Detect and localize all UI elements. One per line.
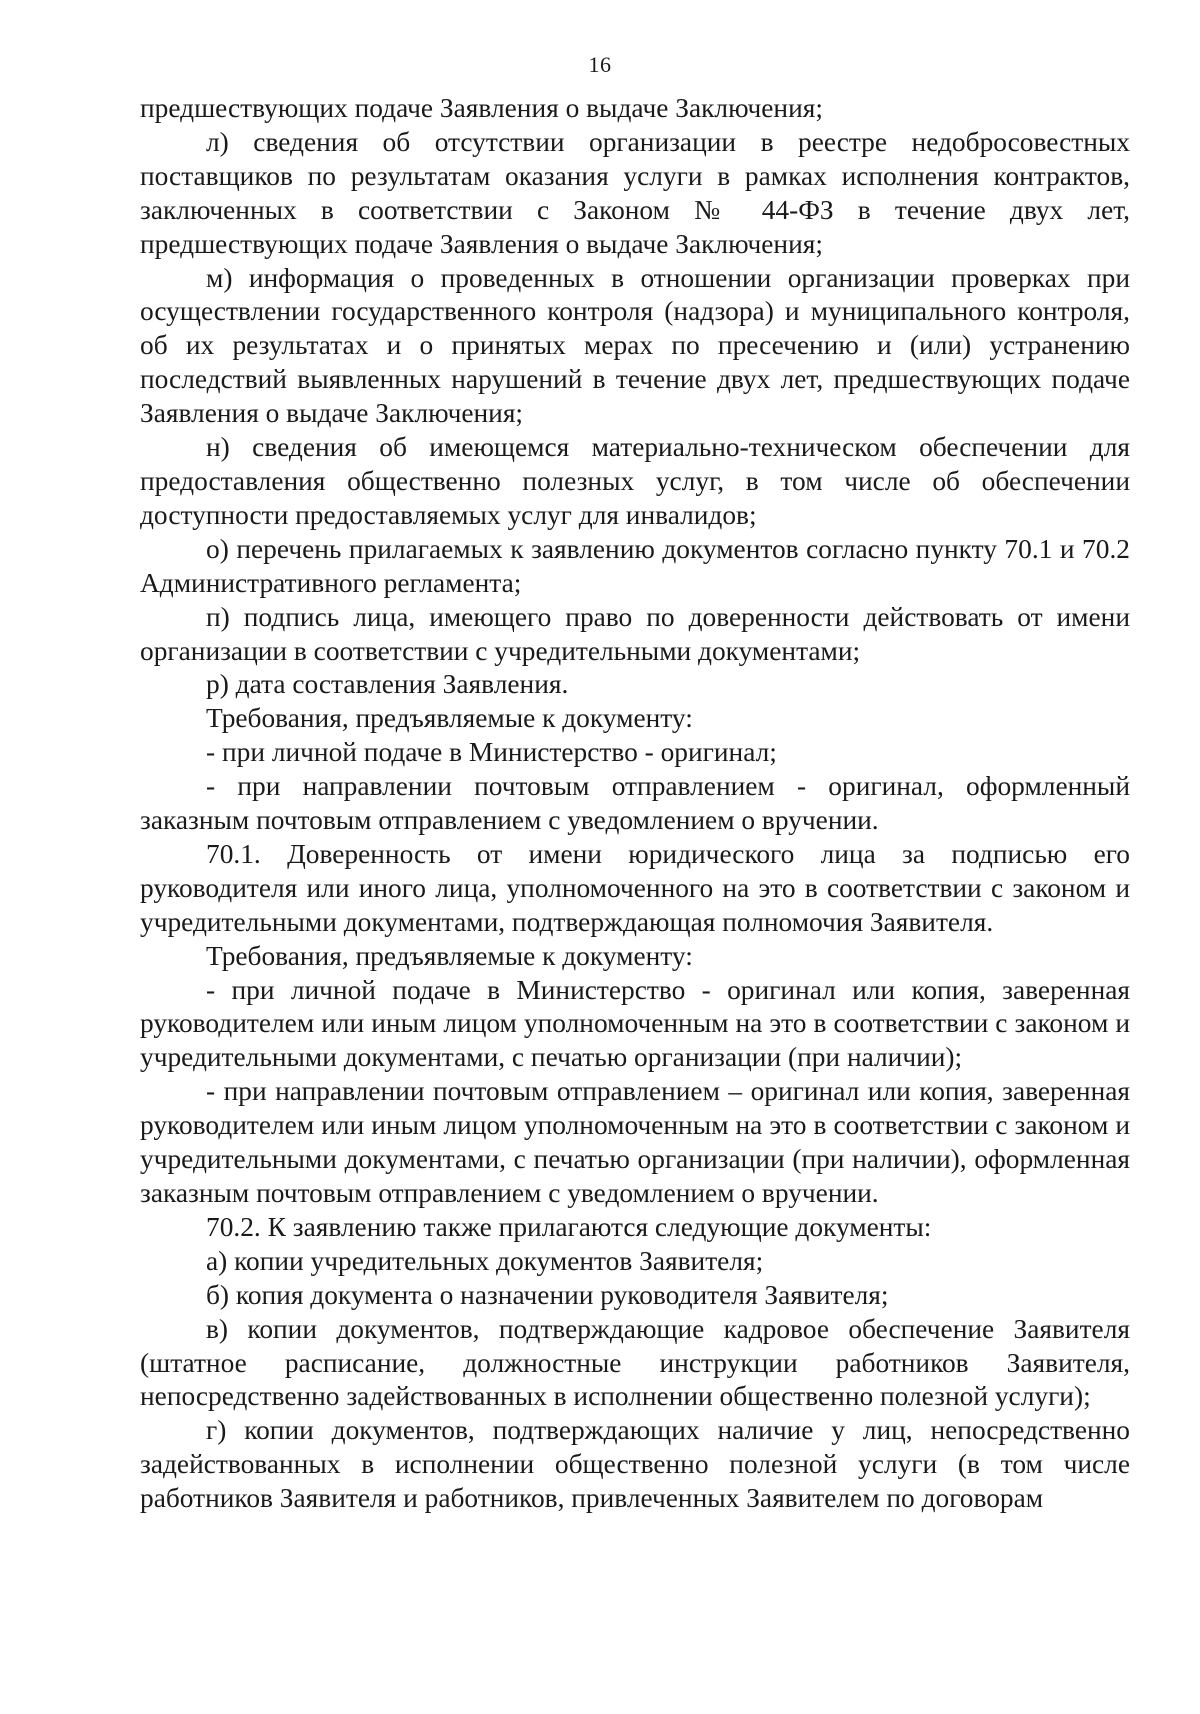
paragraph-requirement-by-mail: - при направлении почтовым отправлением - оригинал, оформленный заказным почтовым отправлением с уведомлением о вручении. bbox=[140, 771, 1130, 836]
paragraph-item-v: в) копии документов, подтверждающие кадровое обеспечение Заявителя (штатное расписание, должностные инструкции работников Заявителя, непосредственно задействованных в исполнении общественно полезной услуги); bbox=[140, 1313, 1130, 1412]
paragraph-item-o: о) перечень прилагаемых к заявлению документов согласно пункту 70.1 и 70.2 Административного регламента; bbox=[140, 533, 1130, 598]
paragraph-item-m: м) информация о проведенных в отношении организации проверках при осуществлении государственного контроля (надзора) и муниципального контроля, об их результатах и о принятых мерах по пресечению и (или) устранению последствий выявленных нарушений в течение двух лет, предшествующих подаче Заявления о выдаче Заключения; bbox=[140, 262, 1130, 429]
paragraph-item-l: л) сведения об отсутствии организации в реестре недобросовестных поставщиков по результатам оказания услуги в рамках исполнения контрактов, заключенных в соответствии с Законом № 44-ФЗ в течение двух лет, предшествующих подаче Заявления о выдаче Заключения; bbox=[140, 126, 1130, 259]
paragraph-item-p: п) подпись лица, имеющего право по доверенности действовать от имени организации в соответствии с учредительными документами; bbox=[140, 601, 1130, 666]
paragraph-item-g: г) копии документов, подтверждающих наличие у лиц, непосредственно задействованных в исполнении общественно полезной услуги (в том числе работников Заявителя и работников, привлеченных Заявителем по договорам bbox=[140, 1415, 1130, 1514]
paragraph-item-n: н) сведения об имеющемся материально-техническом обеспечении для предоставления общественно полезных услуг, в том числе об обеспечении доступности предоставляемых услуг для инвалидов; bbox=[140, 432, 1130, 530]
paragraph-requirement-in-person-2: - при личной подаче в Министерство - оригинал или копия, заверенная руководителем или иным лицом уполномоченным на это в соответствии с законом и учредительными документами, с печатью организации (при наличии); bbox=[140, 974, 1130, 1073]
paragraph-item-r: р) дата составления Заявления. bbox=[206, 669, 569, 700]
paragraph-item-a: а) копии учредительных документов Заявителя; bbox=[206, 1245, 764, 1276]
paragraph-continuation: предшествующих подаче Заявления о выдаче Заключения; bbox=[140, 93, 823, 123]
document-body bbox=[140, 92, 1130, 1516]
paragraph-item-b: б) копия документа о назначении руководителя Заявителя; bbox=[206, 1279, 889, 1310]
paragraph-requirements-heading: Требования, предъявляемые к документу: bbox=[206, 703, 693, 734]
paragraph-requirement-by-mail-2: - при направлении почтовым отправлением – оригинал или копия, заверенная руководителем или иным лицом уполномоченным на это в соответствии с законом и учредительными документами, с печатью организации (при наличии), оформленная заказным почтовым отправлением с уведомлением о вручении. bbox=[140, 1076, 1130, 1208]
paragraph-section-70-2: 70.2. К заявлению также прилагаются следующие документы: bbox=[206, 1211, 932, 1242]
paragraph-section-70-1: 70.1. Доверенность от имени юридического лица за подписью его руководителя или иного лица, уполномоченного на это в соответствии с законом и учредительными документами, подтверждающая полномочия Заявителя. bbox=[140, 838, 1130, 937]
page-number: 16 bbox=[588, 52, 612, 77]
paragraph-requirement-in-person: - при личной подаче в Министерство - оригинал; bbox=[206, 737, 777, 768]
paragraph-requirements-heading-2: Требования, предъявляемые к документу: bbox=[206, 940, 693, 971]
